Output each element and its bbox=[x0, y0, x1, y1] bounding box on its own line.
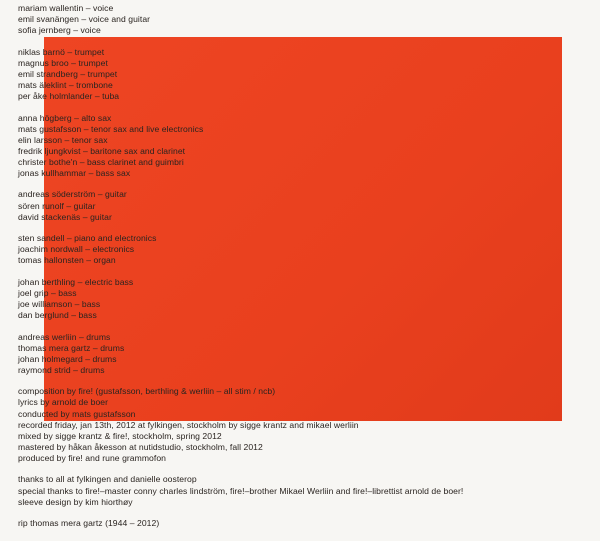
credit-group bbox=[18, 3, 593, 36]
credit-line: raymond strid – drums bbox=[18, 364, 105, 375]
credit-line: rip thomas mera gartz (1944 – 2012) bbox=[18, 518, 160, 529]
credit-line: mats gustafsson – tenor sax and live electronics bbox=[18, 123, 204, 134]
credit-line: emil svanängen – voice and guitar bbox=[18, 14, 151, 25]
credit-group bbox=[18, 47, 593, 102]
credit-line: johan holmegard – drums bbox=[18, 353, 117, 364]
credit-line: sleeve design by kim hiorthøy bbox=[18, 496, 133, 507]
credit-line: recorded friday, jan 13th, 2012 at fylkingen, stockholm by sigge krantz and mikael werliin bbox=[18, 419, 359, 430]
credit-line: anna högberg – alto sax bbox=[18, 112, 112, 123]
credit-group bbox=[18, 518, 593, 529]
credit-line: mixed by sigge krantz & fire!, stockholm, spring 2012 bbox=[18, 430, 222, 441]
credit-line: sten sandell – piano and electronics bbox=[18, 233, 157, 244]
credit-line: lyrics by arnold de boer bbox=[18, 397, 109, 408]
credit-group bbox=[18, 386, 593, 464]
credit-line: sören runolf – guitar bbox=[18, 200, 96, 211]
credit-line: thomas mera gartz – drums bbox=[18, 342, 125, 353]
credit-line: produced by fire! and rune grammofon bbox=[18, 452, 166, 463]
credit-line: dan berglund – bass bbox=[18, 310, 97, 321]
credit-group bbox=[18, 113, 593, 180]
credit-line: magnus broo – trumpet bbox=[18, 57, 108, 68]
credit-line: special thanks to fire!–master conny charles lindström, fire!–brother Mikael Werliin and fire!–librettist arnold de boer! bbox=[18, 485, 464, 496]
credit-group bbox=[18, 277, 593, 321]
credit-group bbox=[18, 474, 593, 507]
credit-line: thanks to all at fylkingen and danielle oosterop bbox=[18, 474, 197, 485]
credit-line: mats äleklint – trombone bbox=[18, 79, 113, 90]
credit-line: joe williamson – bass bbox=[18, 299, 101, 310]
credit-line: david stackenäs – guitar bbox=[18, 211, 112, 222]
credit-group bbox=[18, 332, 593, 376]
credit-line: fredrik ljungkvist – baritone sax and clarinet bbox=[18, 145, 186, 156]
credit-group bbox=[18, 233, 593, 266]
credit-line: composition by fire! (gustafsson, berthling & werliin – all stim / ncb) bbox=[18, 386, 276, 397]
credit-line: johan berthling – electric bass bbox=[18, 276, 134, 287]
credit-line: emil strandberg – trumpet bbox=[18, 68, 118, 79]
credit-line: per åke holmlander – tuba bbox=[18, 91, 120, 102]
credit-line: andreas söderström – guitar bbox=[18, 189, 127, 200]
credits-text bbox=[18, 3, 593, 540]
credit-line: jonas kullhammar – bass sax bbox=[18, 168, 131, 178]
credit-line: mastered by håkan åkesson at nutidstudio, stockholm, fall 2012 bbox=[18, 441, 263, 452]
credit-line: conducted by mats gustafsson bbox=[18, 408, 136, 419]
credit-line: sofia jernberg – voice bbox=[18, 25, 101, 36]
credit-line: niklas barnö – trumpet bbox=[18, 46, 105, 57]
credit-group bbox=[18, 189, 593, 222]
credit-line: tomas hallonsten – organ bbox=[18, 255, 116, 266]
credit-line: joachim nordwall – electronics bbox=[18, 244, 135, 255]
credit-line: elin larsson – tenor sax bbox=[18, 134, 108, 145]
credit-line: mariam wallentin – voice bbox=[18, 3, 114, 13]
credit-line: joel grip – bass bbox=[18, 287, 77, 298]
credit-line: andreas werliin – drums bbox=[18, 331, 111, 342]
credit-line: christer bothe'n – bass clarinet and guimbri bbox=[18, 156, 184, 167]
